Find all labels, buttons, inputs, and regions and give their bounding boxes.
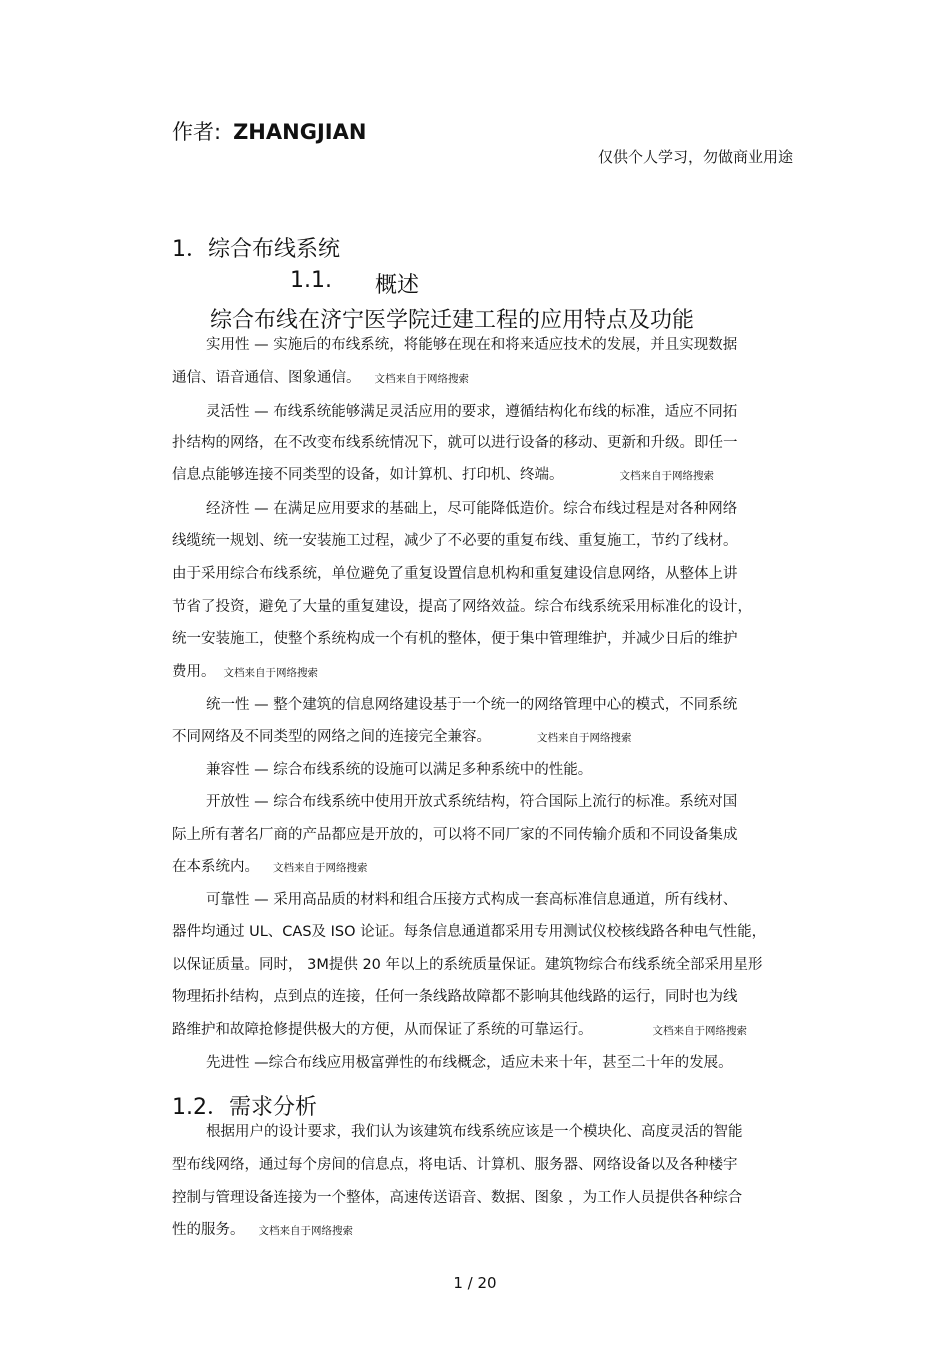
paragraph-line: 器件均通过 UL、CAS及 ISO 论证。每条信息通道都采用专用测试仪校核线路各种电气性能， — [172, 924, 767, 940]
section-1-1-title: 概述 — [375, 273, 420, 298]
paragraph-line: 可靠性 — 采用高品质的材料和组合压接方式构成一套高标准信息通道，所有线材、 — [206, 892, 738, 908]
paragraph-line: 物理拓扑结构，点到点的连接，任何一条线路故障都不影响其他线路的运行，同时也为线 — [172, 989, 738, 1005]
paragraph-line: 型布线网络，通过每个房间的信息点，将电话、计算机、服务器、网络设备以及各种楼宇 — [172, 1157, 738, 1173]
page-number: 1 / 20 — [453, 1274, 497, 1292]
paragraph-line: 信息点能够连接不同类型的设备，如计算机、打印机、终端。 文档来自于网络搜索 — [172, 467, 714, 483]
subtitle: 综合布线在济宁医学院迁建工程的应用特点及功能 — [210, 308, 695, 333]
paragraph-line: 不同网络及不同类型的网络之间的连接完全兼容。 文档来自于网络搜索 — [172, 729, 632, 745]
paragraph-line: 线缆统一规划、统一安装施工过程，减少了不必要的重复布线、重复施工，节约了线材。 — [172, 533, 738, 549]
paragraph-line: 经济性 — 在满足应用要求的基础上，尽可能降低造价。综合布线过程是对各种网络 — [206, 501, 738, 517]
paragraph-line: 实用性 — 实施后的布线系统，将能够在现在和将来适应技术的发展，并且实现数据 — [206, 337, 738, 353]
paragraph-line: 性的服务。 文档来自于网络搜索 — [172, 1222, 353, 1238]
section-1-2-title: 1.2．需求分析 — [172, 1095, 317, 1120]
paragraph-line: 由于采用综合布线系统，单位避免了重复设置信息机构和重复建设信息网络，从整体上讲 — [172, 566, 738, 582]
section-1-title: 1．综合布线系统 — [172, 237, 340, 262]
source-note: 文档来自于网络搜索 — [273, 862, 368, 874]
source-note: 文档来自于网络搜索 — [258, 1225, 353, 1237]
source-note: 文档来自于网络搜索 — [619, 470, 714, 482]
paragraph-line: 先进性 —综合布线应用极富弹性的布线概念，适应未来十年，甚至二十年的发展。 — [206, 1055, 733, 1071]
paragraph-line: 路维护和故障抢修提供极大的方便，从而保证了系统的可靠运行。 文档来自于网络搜索 — [172, 1022, 747, 1038]
author-label: 作者: — [172, 120, 222, 144]
paragraph-line: 节省了投资，避免了大量的重复建设，提高了网络效益。综合布线系统采用标准化的设计， — [172, 599, 752, 615]
source-note: 文档来自于网络搜索 — [652, 1025, 747, 1037]
paragraph-line: 控制与管理设备连接为一个整体，高速传送语音、数据、图象 ，为工作人员提供各种综合 — [172, 1190, 743, 1206]
paragraph-line: 扑结构的网络，在不改变布线系统情况下，就可以进行设备的移动、更新和升级。即任一 — [172, 435, 738, 451]
paragraph-line: 际上所有著名厂商的产品都应是开放的，可以将不同厂家的不同传输介质和不同设备集成 — [172, 827, 738, 843]
source-note: 文档来自于网络搜索 — [537, 732, 632, 744]
author-name: ZHANGJIAN — [233, 120, 367, 144]
source-note: 文档来自于网络搜索 — [223, 667, 318, 679]
paragraph-line: 灵活性 — 布线系统能够满足灵活应用的要求，遵循结构化布线的标准，适应不同拓 — [206, 404, 738, 420]
paragraph-line: 通信、语音通信、图象通信。 文档来自于网络搜索 — [172, 370, 469, 386]
author-line — [172, 116, 366, 146]
paragraph-line: 统一安装施工，使整个系统构成一个有机的整体，便于集中管理维护，并减少日后的维护 — [172, 631, 738, 647]
paragraph-line: 兼容性 — 综合布线系统的设施可以满足多种系统中的性能。 — [206, 762, 593, 778]
paragraph-line: 以保证质量。同时， 3M提供 20 年以上的系统质量保证。建筑物综合布线系统全部采用星形 — [172, 957, 763, 973]
section-1-1-number: 1.1. — [290, 268, 332, 293]
paragraph-line: 费用。 文档来自于网络搜索 — [172, 664, 318, 680]
paragraph-line: 根据用户的设计要求，我们认为该建筑布线系统应该是一个模块化、高度灵活的智能 — [206, 1124, 743, 1140]
paragraph-line: 统一性 — 整个建筑的信息网络建设基于一个统一的网络管理中心的模式，不同系统 — [206, 697, 738, 713]
source-note: 文档来自于网络搜索 — [374, 373, 469, 385]
disclaimer: 仅供个人学习，勿做商业用途 — [598, 148, 794, 166]
paragraph-line: 在本系统内。 文档来自于网络搜索 — [172, 859, 368, 875]
paragraph-line: 开放性 — 综合布线系统中使用开放式系统结构，符合国际上流行的标准。系统对国 — [206, 794, 738, 810]
